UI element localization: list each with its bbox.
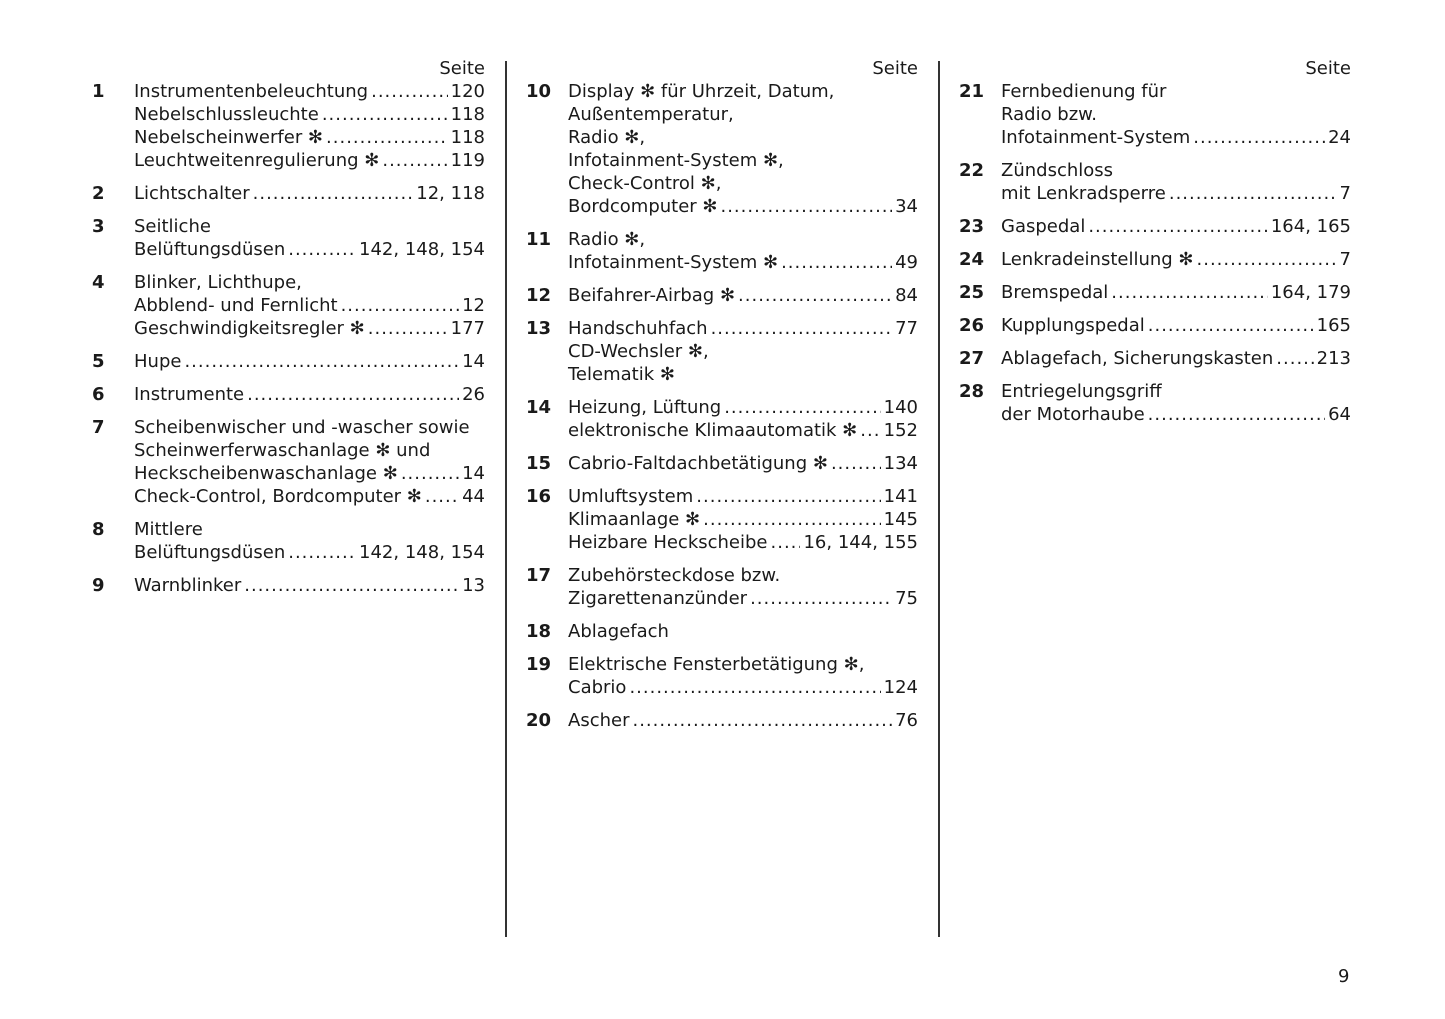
page-reference: 124 xyxy=(883,677,918,698)
page-reference: 141 xyxy=(883,486,918,507)
page-reference: 164, 179 xyxy=(1270,282,1351,303)
entry-line xyxy=(1001,215,1351,238)
page-reference: 213 xyxy=(1316,348,1351,369)
entry-label: Mittlere xyxy=(134,519,203,540)
entry-line xyxy=(1001,103,1351,126)
page-reference: 165 xyxy=(1316,315,1351,336)
index-entry xyxy=(92,215,485,261)
entry-line xyxy=(568,676,918,699)
column-divider xyxy=(505,61,507,937)
entry-number: 5 xyxy=(92,351,105,372)
entry-lines xyxy=(1001,80,1351,149)
entry-line xyxy=(134,317,485,340)
entry-lines xyxy=(134,271,485,340)
entry-number: 16 xyxy=(526,486,552,507)
entry-lines xyxy=(1001,314,1351,337)
dot-leader xyxy=(253,182,414,205)
page-reference: 49 xyxy=(895,252,918,273)
dot-leader xyxy=(184,350,459,373)
index-entry xyxy=(526,653,918,699)
entry-label: Fernbedienung für xyxy=(1001,81,1167,102)
entry-line xyxy=(568,149,918,172)
entry-line xyxy=(134,80,485,103)
page-column-header: Seite xyxy=(872,58,918,79)
entry-label: Cabrio-Faltdachbetätigung ✻ xyxy=(568,453,828,474)
page-reference: 84 xyxy=(895,285,918,306)
entry-line xyxy=(1001,248,1351,271)
entry-line xyxy=(134,238,485,261)
entry-number: 7 xyxy=(92,417,105,438)
entry-label: Lichtschalter xyxy=(134,183,250,204)
page-reference: 64 xyxy=(1328,404,1351,425)
page-reference: 26 xyxy=(462,384,485,405)
entry-line xyxy=(568,103,918,126)
page-reference: 142, 148, 154 xyxy=(359,239,485,260)
entry-line xyxy=(568,172,918,195)
entry-label: Belüftungsdüsen xyxy=(134,239,286,260)
entry-label: Check-Control, Bordcomputer ✻ xyxy=(134,486,422,507)
entry-label: Klimaanlage ✻ xyxy=(568,509,701,530)
entry-lines xyxy=(568,228,918,274)
entry-label: Beifahrer-Airbag ✻ xyxy=(568,285,736,306)
entry-label: Hupe xyxy=(134,351,182,372)
entry-label: Instrumentenbeleuchtung xyxy=(134,81,369,102)
page-reference: 12, 118 xyxy=(416,183,485,204)
entry-label: Infotainment-System ✻, xyxy=(568,150,784,171)
entry-label: Seitliche xyxy=(134,216,211,237)
index-entry xyxy=(526,284,918,307)
entry-label: Gaspedal xyxy=(1001,216,1086,237)
entry-number: 24 xyxy=(959,249,985,270)
index-entry xyxy=(92,80,485,172)
entry-label: Cabrio xyxy=(568,677,627,698)
entry-label: Abblend- und Fernlicht xyxy=(134,295,338,316)
entry-line xyxy=(568,587,918,610)
dot-leader xyxy=(326,126,448,149)
entry-label: Zigarettenanzünder xyxy=(568,588,748,609)
entry-label: Handschuhfach xyxy=(568,318,708,339)
entry-lines xyxy=(1001,159,1351,205)
dot-leader xyxy=(632,709,892,732)
entry-line xyxy=(568,228,918,251)
entry-label: Scheibenwischer und -wascher sowie xyxy=(134,417,470,438)
entry-lines xyxy=(134,350,485,373)
dot-leader xyxy=(1088,215,1268,238)
entry-label: Umluftsystem xyxy=(568,486,694,507)
page-reference: 76 xyxy=(895,710,918,731)
entry-line xyxy=(568,531,918,554)
entry-label: Zubehörsteckdose bzw. xyxy=(568,565,781,586)
entry-label: Zündschloss xyxy=(1001,160,1114,181)
entry-line xyxy=(568,363,918,386)
entry-label: Belüftungsdüsen xyxy=(134,542,286,563)
page-reference: 13 xyxy=(462,575,485,596)
dot-leader xyxy=(247,383,459,406)
dot-leader xyxy=(696,485,880,508)
dot-leader xyxy=(1169,182,1337,205)
entry-number: 14 xyxy=(526,397,552,418)
entry-lines xyxy=(1001,347,1351,370)
dot-leader xyxy=(781,251,892,274)
page-reference: 44 xyxy=(462,486,485,507)
dot-leader xyxy=(724,396,880,419)
entry-line xyxy=(134,182,485,205)
entry-number: 3 xyxy=(92,216,105,237)
entry-lines xyxy=(568,284,918,307)
index-entry xyxy=(92,271,485,340)
page-reference: 120 xyxy=(450,81,485,102)
page-reference: 152 xyxy=(883,420,918,441)
entry-lines xyxy=(568,709,918,732)
entry-line xyxy=(134,215,485,238)
index-entry xyxy=(92,182,485,205)
entry-lines xyxy=(134,416,485,508)
entry-number: 23 xyxy=(959,216,985,237)
dot-leader xyxy=(771,531,801,554)
dot-leader xyxy=(831,452,881,475)
entry-line xyxy=(568,452,918,475)
entry-number: 9 xyxy=(92,575,105,596)
entry-label: Geschwindigkeitsregler ✻ xyxy=(134,318,365,339)
index-entry xyxy=(526,228,918,274)
page-column-header: Seite xyxy=(439,58,485,79)
entry-label: Display ✻ für Uhrzeit, Datum, xyxy=(568,81,835,102)
entry-label: Lenkradeinstellung ✻ xyxy=(1001,249,1194,270)
index-entry xyxy=(526,485,918,554)
entry-line xyxy=(568,80,918,103)
index-entry xyxy=(959,80,1351,149)
entry-number: 27 xyxy=(959,348,985,369)
page-reference: 145 xyxy=(883,509,918,530)
entry-lines xyxy=(1001,215,1351,238)
dot-leader xyxy=(711,317,893,340)
entry-number: 21 xyxy=(959,81,985,102)
index-entry xyxy=(526,396,918,442)
entry-line xyxy=(1001,281,1351,304)
dot-leader xyxy=(1148,314,1314,337)
entry-line xyxy=(1001,159,1351,182)
entry-label: CD-Wechsler ✻, xyxy=(568,341,709,362)
page-reference: 14 xyxy=(462,463,485,484)
entry-line xyxy=(134,294,485,317)
entry-number: 13 xyxy=(526,318,552,339)
dot-leader xyxy=(341,294,460,317)
entry-label: Leuchtweitenregulierung ✻ xyxy=(134,150,380,171)
entry-line xyxy=(568,485,918,508)
entry-line xyxy=(134,126,485,149)
index-entry xyxy=(959,215,1351,238)
entry-label: Heizung, Lüftung xyxy=(568,397,722,418)
entry-number: 18 xyxy=(526,621,552,642)
index-entry xyxy=(92,383,485,406)
entry-label: Scheinwerferwaschanlage ✻ und xyxy=(134,440,431,461)
dot-leader xyxy=(425,485,459,508)
entry-number: 12 xyxy=(526,285,552,306)
dot-leader xyxy=(703,508,880,531)
entry-label: Heckscheibenwaschanlage ✻ xyxy=(134,463,398,484)
entry-line xyxy=(134,541,485,564)
page-reference: 7 xyxy=(1339,249,1351,270)
entry-line xyxy=(134,271,485,294)
dot-leader xyxy=(1197,248,1337,271)
page-reference: 14 xyxy=(462,351,485,372)
entry-lines xyxy=(134,383,485,406)
entry-label: Außentemperatur, xyxy=(568,104,734,125)
entry-number: 28 xyxy=(959,381,985,402)
entry-lines xyxy=(134,80,485,172)
page-reference: 164, 165 xyxy=(1270,216,1351,237)
entry-line xyxy=(568,419,918,442)
entry-line xyxy=(1001,380,1351,403)
index-entry xyxy=(92,416,485,508)
index-entry xyxy=(526,620,918,643)
index-entry xyxy=(526,564,918,610)
page-reference: 118 xyxy=(450,104,485,125)
entry-number: 8 xyxy=(92,519,105,540)
entry-label: Heizbare Heckscheibe xyxy=(568,532,768,553)
page-reference: 34 xyxy=(895,196,918,217)
entry-line xyxy=(568,284,918,307)
dot-leader xyxy=(750,587,892,610)
entry-line xyxy=(568,195,918,218)
entry-line xyxy=(568,251,918,274)
index-entry xyxy=(959,380,1351,426)
entry-label: elektronische Klimaautomatik ✻ xyxy=(568,420,858,441)
index-column-2 xyxy=(526,57,918,742)
index-entry xyxy=(526,452,918,475)
page-reference: 12 xyxy=(462,295,485,316)
entry-label: Radio bzw. xyxy=(1001,104,1097,125)
entry-lines xyxy=(568,396,918,442)
entry-line xyxy=(1001,314,1351,337)
dot-leader xyxy=(629,676,880,699)
dot-leader xyxy=(244,574,459,597)
dot-leader xyxy=(382,149,447,172)
entry-line xyxy=(134,103,485,126)
entry-line xyxy=(568,508,918,531)
page-reference: 134 xyxy=(883,453,918,474)
entry-label: Ablagefach xyxy=(568,621,669,642)
page-number: 9 xyxy=(1338,966,1350,987)
dot-leader xyxy=(1148,403,1325,426)
entry-number: 11 xyxy=(526,229,552,250)
page-column-header: Seite xyxy=(1305,58,1351,79)
page-reference: 119 xyxy=(450,150,485,171)
entry-line xyxy=(134,439,485,462)
entry-lines xyxy=(568,80,918,218)
entry-label: Nebelschlussleuchte xyxy=(134,104,319,125)
entry-line xyxy=(568,396,918,419)
page-reference: 140 xyxy=(883,397,918,418)
entry-line xyxy=(134,485,485,508)
entry-line xyxy=(568,317,918,340)
index-entry xyxy=(959,347,1351,370)
page-reference: 118 xyxy=(450,127,485,148)
dot-leader xyxy=(401,462,459,485)
page-reference: 77 xyxy=(895,318,918,339)
entry-lines xyxy=(134,518,485,564)
dot-leader xyxy=(860,419,880,442)
entry-label: mit Lenkradsperre xyxy=(1001,183,1166,204)
entry-label: Bordcomputer ✻ xyxy=(568,196,718,217)
dot-leader xyxy=(738,284,892,307)
entry-line xyxy=(1001,347,1351,370)
dot-leader xyxy=(1193,126,1325,149)
entry-line xyxy=(568,126,918,149)
entry-line xyxy=(1001,80,1351,103)
entry-number: 10 xyxy=(526,81,552,102)
page-reference: 75 xyxy=(895,588,918,609)
entry-lines xyxy=(568,485,918,554)
entry-lines xyxy=(134,574,485,597)
entry-lines xyxy=(1001,248,1351,271)
entry-label: Elektrische Fensterbetätigung ✻, xyxy=(568,654,865,675)
page-reference: 16, 144, 155 xyxy=(803,532,918,553)
entry-number: 6 xyxy=(92,384,105,405)
index-entry xyxy=(526,317,918,386)
entry-lines xyxy=(568,564,918,610)
index-entry xyxy=(959,248,1351,271)
entry-number: 4 xyxy=(92,272,105,293)
index-entry xyxy=(959,159,1351,205)
index-entry xyxy=(92,574,485,597)
entry-line xyxy=(134,350,485,373)
index-entry xyxy=(959,314,1351,337)
entry-label: der Motorhaube xyxy=(1001,404,1145,425)
entry-label: Check-Control ✻, xyxy=(568,173,722,194)
entry-number: 20 xyxy=(526,710,552,731)
entry-line xyxy=(568,709,918,732)
entry-label: Telematik ✻ xyxy=(568,364,675,385)
page-reference: 177 xyxy=(450,318,485,339)
entry-line xyxy=(134,574,485,597)
entry-number: 22 xyxy=(959,160,985,181)
index-column-1 xyxy=(92,57,485,607)
dot-leader xyxy=(368,317,448,340)
entry-label: Instrumente xyxy=(134,384,245,405)
entry-line xyxy=(134,462,485,485)
entry-number: 15 xyxy=(526,453,552,474)
entry-label: Radio ✻, xyxy=(568,127,646,148)
entry-label: Blinker, Lichthupe, xyxy=(134,272,302,293)
page-reference: 142, 148, 154 xyxy=(359,542,485,563)
entry-line xyxy=(134,416,485,439)
entry-line xyxy=(134,149,485,172)
entry-line xyxy=(568,564,918,587)
entry-number: 1 xyxy=(92,81,105,102)
entry-line xyxy=(134,383,485,406)
entry-label: Radio ✻, xyxy=(568,229,646,250)
dot-leader xyxy=(720,195,892,218)
entry-label: Warnblinker xyxy=(134,575,242,596)
entry-lines xyxy=(568,653,918,699)
index-entry xyxy=(526,80,918,218)
entry-number: 25 xyxy=(959,282,985,303)
entry-label: Kupplungspedal xyxy=(1001,315,1145,336)
entry-line xyxy=(568,653,918,676)
entry-label: Ablagefach, Sicherungskasten xyxy=(1001,348,1274,369)
entry-label: Infotainment-System xyxy=(1001,127,1191,148)
entry-line xyxy=(568,620,918,643)
dot-leader xyxy=(371,80,448,103)
index-entry xyxy=(92,518,485,564)
index-column-3 xyxy=(959,57,1351,436)
entry-label: Entriegelungsgriff xyxy=(1001,381,1162,402)
entry-number: 19 xyxy=(526,654,552,675)
entry-label: Bremspedal xyxy=(1001,282,1109,303)
entry-lines xyxy=(568,317,918,386)
entry-lines xyxy=(1001,281,1351,304)
column-divider xyxy=(938,61,940,937)
entry-line xyxy=(1001,403,1351,426)
entry-label: Ascher xyxy=(568,710,630,731)
dot-leader xyxy=(288,238,356,261)
entry-line xyxy=(1001,126,1351,149)
entry-label: Infotainment-System ✻ xyxy=(568,252,779,273)
dot-leader xyxy=(322,103,448,126)
dot-leader xyxy=(1111,281,1268,304)
dot-leader xyxy=(1276,347,1313,370)
entry-lines xyxy=(134,215,485,261)
entry-lines xyxy=(134,182,485,205)
entry-lines xyxy=(1001,380,1351,426)
entry-line xyxy=(134,518,485,541)
dot-leader xyxy=(288,541,356,564)
entry-number: 26 xyxy=(959,315,985,336)
index-entry xyxy=(526,709,918,732)
entry-lines xyxy=(568,620,918,643)
entry-line xyxy=(568,340,918,363)
entry-lines xyxy=(568,452,918,475)
page-reference: 24 xyxy=(1328,127,1351,148)
entry-number: 2 xyxy=(92,183,105,204)
index-entry xyxy=(92,350,485,373)
entry-label: Nebelscheinwerfer ✻ xyxy=(134,127,324,148)
entry-line xyxy=(1001,182,1351,205)
page-reference: 7 xyxy=(1339,183,1351,204)
entry-number: 17 xyxy=(526,565,552,586)
index-entry xyxy=(959,281,1351,304)
